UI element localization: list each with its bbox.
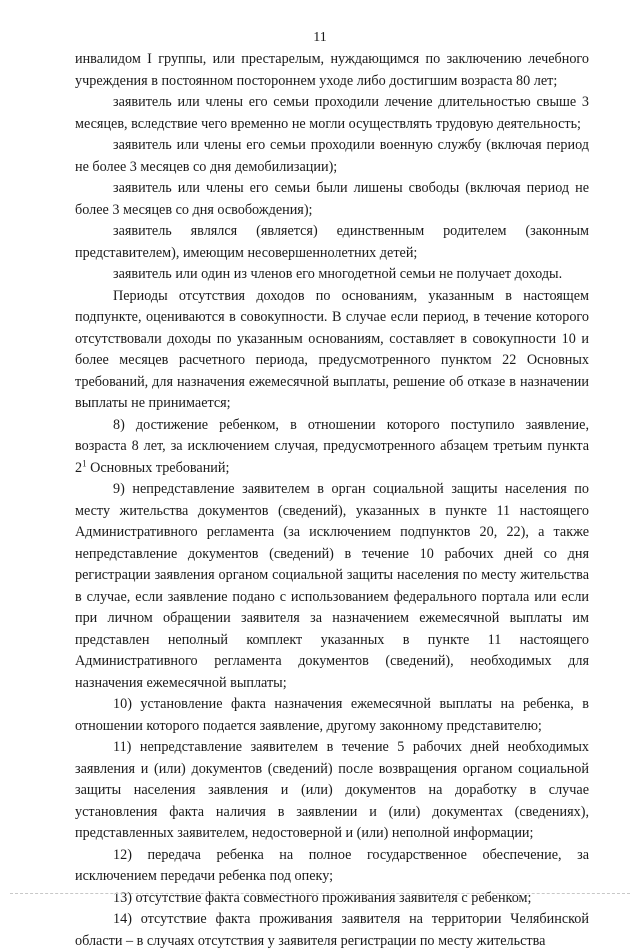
paragraph-item-11: 11) непредставление заявителем в течение 5 рабочих дней необходимых заявления и (или) документов (сведений) после возвращения органом социальной защиты населения заявления и (или) документов на доработку в случае установления факта наличия в заявлении и (или) документах (сведениях), представленных заявителем, недостоверной и (или) неполной информации; <box>75 739 589 841</box>
paragraph-item-8 <box>75 415 589 480</box>
paragraph-item-10: 10) установление факта назначения ежемесячной выплаты на ребенка, в отношении которого подается заявление, другому законному представителю; <box>75 696 589 734</box>
paragraph: заявитель или один из членов его многодетной семьи не получает доходы. <box>113 266 563 282</box>
paragraph-item-13: 13) отсутствие факта совместного проживания заявителя с ребенком; <box>113 889 532 906</box>
superscript: 1 <box>82 457 87 468</box>
paragraph: заявитель или члены его семьи проходили военную службу (включая период не более 3 месяцев со дня демобилизации); <box>75 137 589 175</box>
paragraph-text: 8) достижение ребенком, в отношении которого поступило заявление, возраста 8 лет, за исключением случая, предусмотренного абзацем третьим пункта 2 <box>75 416 589 476</box>
paragraph: Периоды отсутствия доходов по основаниям, указанным в настоящем подпункте, оцениваются в совокупности. В случае если период, в течение которого отсутствовали доходы по указанным основаниям, составляет в совокупности 10 и более месяцев расчетного периода, предусмотренного пунктом 22 Основных требований, для назначения ежемесячной выплаты, решение об отказе в назначении выплаты не принимается; <box>75 287 589 411</box>
scan-footer-line <box>10 893 630 894</box>
paragraph-item-9: 9) непредставление заявителем в орган социальной защиты населения по месту жительства документов (сведений), указанных в пункте 11 настоящего Административного регламента (за исключением подпунктов 20, 22), а также непредставление документов (сведений) в течение 10 рабочих дней со дня регистрации заявления органом социальной защиты населения по месту жительства в случае, если заявление подано с использованием федерального портала или если при личном обращении заявителя за назначением ежемесячной выплаты им представлен неполный комплект указанных в пункте 11 настоящего Административного регламента документов (сведений), необходимых для назначения ежемесячной выплаты; <box>75 481 589 691</box>
paragraph-item-14: 14) отсутствие факта проживания заявителя на территории Челябинской области – в случаях отсутствия у заявителя регистрации по месту жительства <box>75 911 589 949</box>
paragraph-text-tail: Основных требований; <box>86 459 230 476</box>
paragraph: заявитель являлся (является) единственным родителем (законным представителем), имеющим несовершеннолетних детей; <box>75 223 589 261</box>
page-number: 11 <box>313 30 327 45</box>
paragraph: заявитель или члены его семьи были лишены свободы (включая период не более 3 месяцев со дня освобождения); <box>75 180 589 218</box>
document-body <box>75 49 589 952</box>
paragraph: инвалидом I группы, или престарелым, нуждающимся по заключению лечебного учреждения в постоянном постороннем уходе либо достигшим возраста 80 лет; <box>75 51 589 89</box>
paragraph-item-12: 12) передача ребенка на полное государственное обеспечение, за исключением передачи ребенка под опеку; <box>75 846 589 884</box>
paragraph: заявитель или члены его семьи проходили лечение длительностью свыше 3 месяцев, вследствие чего временно не могли осуществлять трудовую деятельность; <box>75 94 589 132</box>
